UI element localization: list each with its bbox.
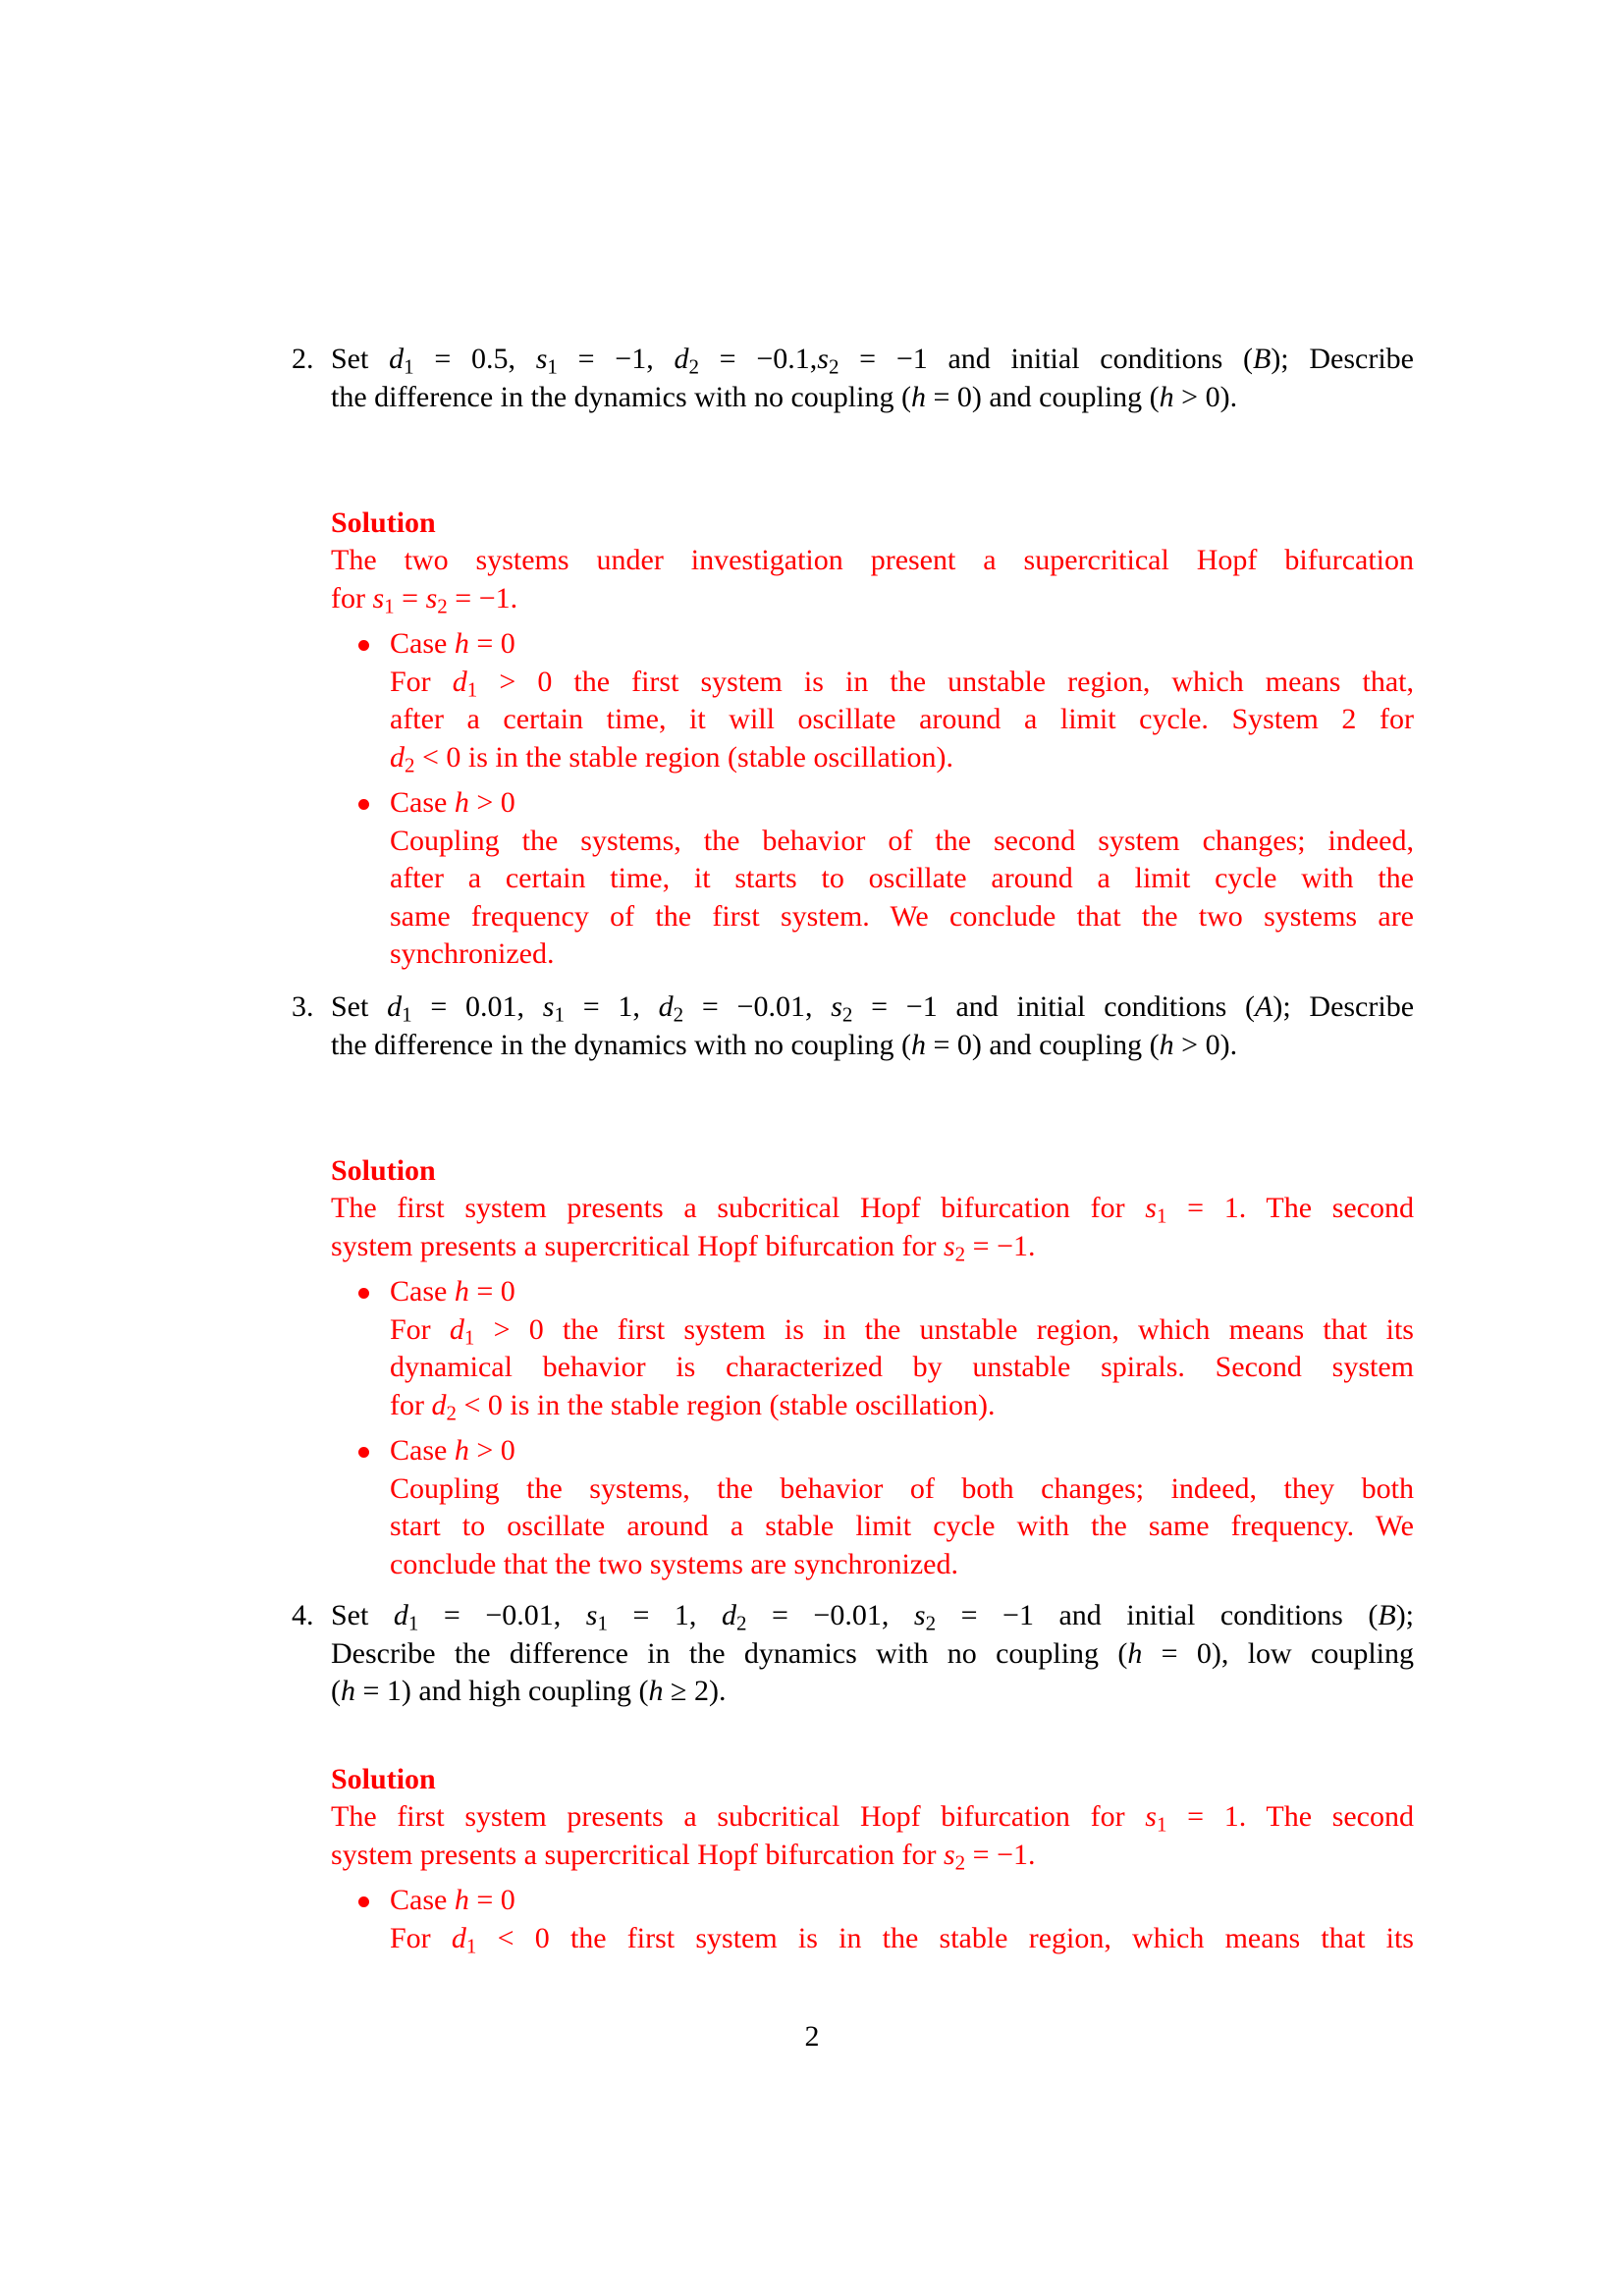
text-run: for bbox=[390, 1388, 432, 1421]
math-variable: d bbox=[390, 740, 405, 774]
text-line bbox=[331, 580, 1414, 618]
subscript: 1 bbox=[1156, 1203, 1167, 1228]
text-run: For bbox=[390, 1921, 452, 1954]
solution-block bbox=[331, 1761, 1414, 1958]
subscript: 1 bbox=[1156, 1812, 1167, 1837]
math-variable: h bbox=[454, 786, 469, 819]
bullet-icon bbox=[358, 640, 369, 651]
math-variable: s bbox=[585, 1599, 598, 1631]
math-variable: d bbox=[389, 343, 405, 375]
text-run: = −1. bbox=[965, 1229, 1036, 1262]
math-variable: s bbox=[542, 990, 555, 1023]
math-variable: h bbox=[910, 1028, 926, 1061]
text-line bbox=[390, 1349, 1414, 1387]
text-line bbox=[390, 784, 1414, 823]
math-variable: h bbox=[454, 627, 469, 660]
text-run: The first system presents a subcritical Hopf bifurcation for bbox=[331, 1800, 1146, 1833]
subscript: 2 bbox=[954, 1849, 966, 1874]
math-variable: s bbox=[535, 343, 548, 375]
text-line bbox=[390, 701, 1414, 739]
item-body bbox=[331, 1597, 1414, 1957]
text-line bbox=[390, 823, 1414, 861]
text-line bbox=[331, 1837, 1414, 1875]
text-line bbox=[331, 341, 1414, 379]
subscript: 1 bbox=[465, 1933, 477, 1957]
text-run: < 0 is in the stable region (stable oscillation). bbox=[456, 1388, 996, 1421]
text-run: The first system presents a subcritical Hopf bifurcation for bbox=[331, 1192, 1146, 1224]
text-run: start to oscillate around a stable limit cycle with the same frequency. We bbox=[390, 1510, 1414, 1542]
subscript: 2 bbox=[437, 593, 448, 617]
math-variable: h bbox=[1159, 1028, 1174, 1061]
text-run: after a certain time, it starts to oscillate around a limit cycle with the bbox=[390, 862, 1414, 894]
text-run: = 0 bbox=[468, 1884, 515, 1916]
text-run: For bbox=[390, 665, 453, 698]
text-run: = −0.01, bbox=[683, 990, 832, 1023]
text-run: = 0 bbox=[468, 1275, 515, 1308]
text-run: after a certain time, it will oscillate around a limit cycle. System 2 for bbox=[390, 703, 1414, 735]
line-content bbox=[390, 1434, 515, 1467]
text-run: < 0 the first system is in the stable region, which means that its bbox=[476, 1921, 1414, 1954]
text-run: The two systems under investigation present a supercritical Hopf bifurcation bbox=[331, 544, 1414, 576]
math-variable: s bbox=[817, 343, 829, 375]
math-variable: h bbox=[1127, 1636, 1143, 1670]
math-variable: s bbox=[1145, 1192, 1157, 1224]
text-line bbox=[390, 1273, 1414, 1311]
text-line bbox=[331, 1673, 1414, 1711]
text-run: Coupling the systems, the behavior of the second system changes; indeed, bbox=[390, 824, 1414, 857]
subscript: 2 bbox=[405, 752, 415, 776]
math-variable: s bbox=[372, 581, 385, 614]
math-variable: B bbox=[1252, 343, 1272, 375]
text-run: > 0). bbox=[1173, 380, 1238, 413]
text-run: = 0 bbox=[468, 627, 515, 660]
text-run: Case bbox=[390, 786, 455, 819]
text-line bbox=[390, 1546, 1414, 1584]
text-run: Case bbox=[390, 627, 455, 660]
page-number: 2 bbox=[804, 2020, 820, 2053]
text-run: ≥ 2). bbox=[663, 1675, 727, 1707]
text-run: = 0.01, bbox=[411, 990, 543, 1023]
text-run: synchronized. bbox=[390, 937, 555, 970]
line-content bbox=[390, 825, 1414, 857]
case-item bbox=[331, 1432, 1414, 1583]
case-item bbox=[331, 625, 1414, 776]
item-number: 2. bbox=[292, 343, 314, 375]
text-line bbox=[390, 739, 1414, 777]
line-content bbox=[390, 703, 1414, 735]
solution-title: Solution bbox=[331, 1153, 436, 1187]
math-variable: h bbox=[648, 1675, 664, 1707]
math-variable: s bbox=[913, 1599, 926, 1631]
text-run: Coupling the systems, the behavior of both changes; indeed, they both bbox=[390, 1471, 1414, 1505]
subscript: 1 bbox=[547, 354, 558, 379]
subscript: 2 bbox=[673, 1002, 684, 1027]
text-run: ); bbox=[1395, 1599, 1415, 1631]
math-variable: d bbox=[721, 1599, 736, 1631]
text-run: dynamical behavior is characterized by unstable spirals. Second system bbox=[390, 1351, 1414, 1383]
line-content bbox=[390, 1921, 1414, 1957]
math-variable: B bbox=[1378, 1599, 1396, 1631]
text-run: system presents a supercritical Hopf bifurcation for bbox=[331, 1838, 944, 1871]
item-body bbox=[331, 988, 1414, 1583]
line-content bbox=[331, 581, 518, 617]
math-variable: d bbox=[451, 1921, 466, 1954]
text-run: > 0 bbox=[468, 1434, 515, 1467]
line-content bbox=[390, 1351, 1414, 1383]
case-item bbox=[331, 1882, 1414, 1957]
subscript: 2 bbox=[925, 1611, 937, 1635]
text-line bbox=[331, 1798, 1414, 1837]
text-run: = −1 and initial conditions ( bbox=[839, 343, 1253, 375]
solution-block bbox=[331, 505, 1414, 974]
subscript: 2 bbox=[735, 1611, 747, 1635]
line-content bbox=[390, 1510, 1414, 1542]
math-variable: h bbox=[454, 1434, 469, 1467]
text-line bbox=[331, 988, 1414, 1027]
text-run: > 0 the first system is in the unstable region, which means that, bbox=[477, 665, 1414, 698]
subscript: 2 bbox=[446, 1400, 457, 1424]
math-variable: d bbox=[674, 343, 689, 375]
line-content bbox=[390, 900, 1414, 933]
problem-statement bbox=[331, 341, 1414, 416]
text-run: ( bbox=[331, 1675, 341, 1707]
text-line bbox=[390, 1387, 1414, 1425]
text-run: = −0.01, bbox=[418, 1599, 586, 1631]
text-line bbox=[390, 860, 1414, 898]
line-content bbox=[331, 1599, 1415, 1635]
line-content bbox=[390, 862, 1414, 894]
text-run: ); Describe bbox=[1272, 990, 1415, 1023]
subscript: 2 bbox=[688, 354, 699, 379]
math-variable: d bbox=[387, 990, 403, 1023]
line-content bbox=[390, 741, 953, 774]
math-variable: d bbox=[658, 990, 674, 1023]
math-variable: s bbox=[425, 581, 438, 614]
text-line bbox=[390, 898, 1414, 936]
text-run: the difference in the dynamics with no coupling ( bbox=[331, 380, 911, 413]
math-variable: A bbox=[1255, 990, 1273, 1023]
line-content bbox=[331, 1800, 1415, 1837]
line-content bbox=[331, 544, 1414, 576]
item-number: 4. bbox=[292, 1599, 314, 1631]
item-body bbox=[331, 341, 1414, 974]
text-run: = 0), low coupling bbox=[1142, 1636, 1414, 1670]
subscript: 2 bbox=[954, 1241, 966, 1265]
text-run: = −1. bbox=[447, 581, 518, 614]
subscript: 1 bbox=[402, 1002, 412, 1027]
line-content bbox=[390, 1884, 515, 1916]
math-variable: h bbox=[1159, 380, 1174, 413]
text-run: = 1) and high coupling ( bbox=[355, 1675, 649, 1707]
case-item bbox=[331, 784, 1414, 974]
solution-title: Solution bbox=[331, 1762, 436, 1795]
text-line bbox=[331, 1228, 1414, 1266]
case-list bbox=[331, 1273, 1414, 1583]
text-run: = −0.01, bbox=[746, 1599, 914, 1631]
line-content bbox=[390, 1312, 1414, 1349]
text-run: = −1 and initial conditions ( bbox=[852, 990, 1255, 1023]
subscript: 1 bbox=[404, 354, 414, 379]
text-run: = 1. The second bbox=[1166, 1192, 1415, 1224]
line-content bbox=[390, 937, 554, 970]
line-content bbox=[390, 1275, 515, 1308]
line-content bbox=[390, 627, 515, 660]
math-variable: d bbox=[393, 1599, 408, 1631]
bullet-icon bbox=[358, 1288, 369, 1299]
text-run: Set bbox=[331, 990, 388, 1023]
text-run: For bbox=[390, 1312, 450, 1346]
math-variable: s bbox=[943, 1229, 955, 1262]
line-content bbox=[331, 990, 1415, 1027]
solution-block bbox=[331, 1152, 1414, 1584]
line-content bbox=[390, 1388, 996, 1424]
subscript: 1 bbox=[554, 1002, 565, 1027]
text-line bbox=[390, 935, 1414, 974]
bullet-icon bbox=[358, 1447, 369, 1458]
text-line bbox=[390, 1882, 1414, 1920]
subscript: 1 bbox=[597, 1611, 608, 1635]
line-content bbox=[331, 1229, 1036, 1265]
line-content bbox=[390, 665, 1414, 701]
text-run: Case bbox=[390, 1434, 455, 1467]
text-run: < 0 is in the stable region (stable oscillation). bbox=[414, 740, 953, 774]
text-run: = 1. The second bbox=[1166, 1800, 1415, 1833]
math-variable: h bbox=[454, 1275, 469, 1308]
text-line bbox=[390, 1920, 1414, 1958]
text-run: Describe the difference in the dynamics with no coupling ( bbox=[331, 1636, 1128, 1670]
bullet-icon bbox=[358, 1896, 369, 1907]
line-content bbox=[331, 381, 1237, 413]
text-run: = −0.1, bbox=[698, 343, 818, 375]
text-line bbox=[331, 1027, 1414, 1065]
text-line bbox=[331, 542, 1414, 580]
solution-title: Solution bbox=[331, 506, 436, 539]
math-variable: s bbox=[831, 990, 842, 1023]
problem-statement bbox=[331, 988, 1414, 1064]
math-variable: s bbox=[1145, 1800, 1157, 1833]
math-variable: h bbox=[454, 1884, 469, 1916]
subscript: 1 bbox=[463, 1324, 475, 1349]
text-line bbox=[390, 664, 1414, 702]
line-content bbox=[331, 1192, 1415, 1228]
math-variable: s bbox=[943, 1838, 955, 1871]
math-variable: h bbox=[910, 380, 926, 413]
text-run: > 0 bbox=[468, 786, 515, 819]
text-run: Set bbox=[331, 1599, 394, 1631]
text-line bbox=[331, 1635, 1414, 1674]
math-variable: d bbox=[452, 665, 467, 698]
line-content bbox=[331, 1637, 1414, 1670]
line-content bbox=[331, 1029, 1237, 1061]
text-line bbox=[390, 1508, 1414, 1546]
text-run: Set bbox=[331, 343, 390, 375]
math-variable: h bbox=[341, 1675, 355, 1707]
subscript: 2 bbox=[841, 1002, 853, 1027]
text-run: = 0.5, bbox=[413, 343, 536, 375]
text-run: = −1. bbox=[965, 1838, 1036, 1871]
text-line bbox=[331, 1190, 1414, 1228]
text-run: = −1, bbox=[557, 343, 675, 375]
line-content bbox=[331, 1838, 1036, 1874]
case-list bbox=[331, 1882, 1414, 1957]
text-run: Case bbox=[390, 1275, 455, 1308]
case-item bbox=[331, 1273, 1414, 1424]
text-line bbox=[390, 1432, 1414, 1470]
text-run: system presents a supercritical Hopf bifurcation for bbox=[331, 1229, 944, 1262]
text-run: > 0). bbox=[1173, 1028, 1238, 1061]
text-run: for bbox=[331, 581, 373, 614]
text-run: > 0 the first system is in the unstable region, which means that its bbox=[474, 1312, 1414, 1346]
item-number: 3. bbox=[292, 990, 314, 1023]
text-line bbox=[390, 1470, 1414, 1509]
text-run: = 0) and coupling ( bbox=[925, 380, 1160, 413]
case-list bbox=[331, 625, 1414, 974]
subscript: 1 bbox=[407, 1611, 419, 1635]
text-run: the difference in the dynamics with no coupling ( bbox=[331, 1028, 911, 1061]
text-run: = 0) and coupling ( bbox=[925, 1028, 1160, 1061]
text-line bbox=[331, 1597, 1414, 1635]
text-run: conclude that the two systems are synchronized. bbox=[390, 1547, 958, 1580]
text-run: = 1, bbox=[607, 1599, 722, 1631]
subscript: 2 bbox=[828, 354, 839, 379]
line-content bbox=[331, 1675, 727, 1707]
subscript: 1 bbox=[466, 676, 478, 701]
text-run: Case bbox=[390, 1884, 455, 1916]
text-run: = 1, bbox=[564, 990, 659, 1023]
bullet-icon bbox=[358, 799, 369, 810]
math-variable: d bbox=[449, 1312, 464, 1346]
text-run: = −1 and initial conditions ( bbox=[936, 1599, 1379, 1631]
line-content bbox=[331, 343, 1414, 379]
subscript: 1 bbox=[384, 593, 395, 617]
line-content bbox=[390, 1472, 1414, 1505]
text-run: = bbox=[394, 581, 426, 614]
line-content bbox=[390, 786, 515, 819]
math-variable: d bbox=[431, 1388, 447, 1421]
text-line bbox=[390, 625, 1414, 664]
text-run: ); Describe bbox=[1271, 343, 1414, 375]
line-content bbox=[390, 1548, 958, 1580]
text-line bbox=[331, 379, 1414, 417]
text-line bbox=[390, 1311, 1414, 1350]
text-run: same frequency of the first system. We conclude that the two systems are bbox=[390, 899, 1414, 933]
problem-statement bbox=[331, 1597, 1414, 1711]
